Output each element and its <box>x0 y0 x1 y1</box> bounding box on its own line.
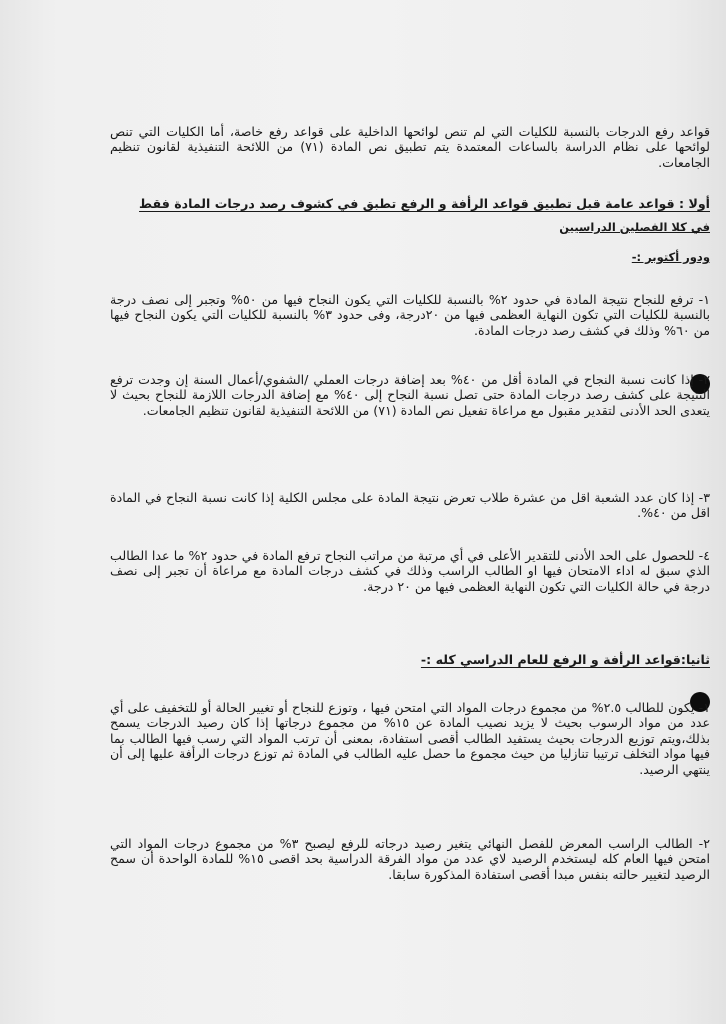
section1-item-1: ١- ترفع للنجاح نتيجة المادة في حدود ٢% بالنسبة للكليات التي يكون النجاح فيها من ٥٠% وتجبر إلى نصف درجة بالنسبة للكليات التي تكون النهاية العظمى فيها من ٢٠درجة، وفى حدود ٣% بالنسبة للكليات التي يكون النجاح فيها من ٦٠% وذلك في كشف رصد درجات المادة. <box>110 292 710 338</box>
section1-subheading-october: ودور أكتوبر :- <box>631 250 710 264</box>
intro-paragraph: قواعد رفع الدرجات بالنسبة للكليات التي لم تنص لوائحها الداخلية على قواعد رفع خاصة، أما الكليات التي تنص لوائحها على نظام الدراسة بالساعات المعتمدة يتم تطبيق نص المادة (٧١) من اللائحة التنفيذية لقانون تنظيم الجامعات. <box>110 124 710 170</box>
section2-heading: ثانيا:قواعد الرأفة و الرفع للعام الدراسي كله :- <box>420 652 710 667</box>
section2-item-1: ١- يكون للطالب ٢.٥% من مجموع درجات المواد التي امتحن فيها ، وتوزع للنجاح أو تغيير الحالة أو للتخفيف على أي عدد من مواد الرسوب بحيث لا يزيد نصيب المادة عن ١٥% من مجموع درجاتها إذا كان رصيد الدرجات يسمح بذلك،ويتم توزيع الدرجات بحيث يستفيد الطالب أقصى استفادة، بمعنى أن ترتب المواد التي رسب فيها الطالب بما فيها مواد التخلف ترتيبا تنازليا من حيث مجموع ما حصل عليه الطالب في المادة ثم توزع درجات الرأفة عليها إلى أن ينتهي الرصيد. <box>110 700 710 777</box>
section1-heading: أولا : قواعد عامة قبل تطبيق قواعد الرأفة و الرفع تطبق في كشوف رصد درجات المادة فقط <box>139 196 710 211</box>
section1-subheading-semesters: في كلا الفصلين الدراسيين <box>559 220 710 234</box>
section1-item-2: ٢- إذا كانت نسبة النجاح في المادة أقل من ٤٠% بعد إضافة درجات العملي /الشفوي/أعمال السنة إن وجدت ترفع النتيجة على كشف رصد درجات المادة حتى تصل نسبة النجاح إلى ٤٠% مع إضافة الدرجات اللازمة للنجاح بحيث لا يتعدى الحد الأدنى لتقدير مقبول مع مراعاة تفعيل نص المادة (٧١) من اللائحة التنفيذية لقانون تنظيم الجامعات. <box>110 372 711 418</box>
section2-item-2: ٢- الطالب الراسب المعرض للفصل النهائي يتغير رصيد درجاته للرفع ليصبح ٣% من مجموع درجات المواد التي امتحن فيها العام كله ليستخدم الرصيد لاي عدد من مواد الفرقة الدراسية بحد اقصى ١٥% للمادة الواحدة أن سمح الرصيد لتغيير حالته بنفس مبدا أقصى استفادة المذكورة سابقا. <box>110 836 710 882</box>
section1-item-3: ٣- إذا كان عدد الشعبة اقل من عشرة طلاب تعرض نتيجة المادة على مجلس الكلية إذا كانت نسبة النجاح في المادة اقل من ٤٠%. <box>110 490 710 521</box>
section1-item-4: ٤- للحصول على الحد الأدنى للتقدير الأعلى في أي مرتبة من مراتب النجاح ترفع المادة في حدود ٢% ما عدا الطالب الذي سبق له اداء الامتحان فيها او الطالب الراسب وذلك في كشف درجات المادة مع مراعاة أن تجبر إلى نصف درجة في حالة الكليات التي تكون النهاية العظمى فيها من ٢٠ درجة. <box>110 548 710 594</box>
